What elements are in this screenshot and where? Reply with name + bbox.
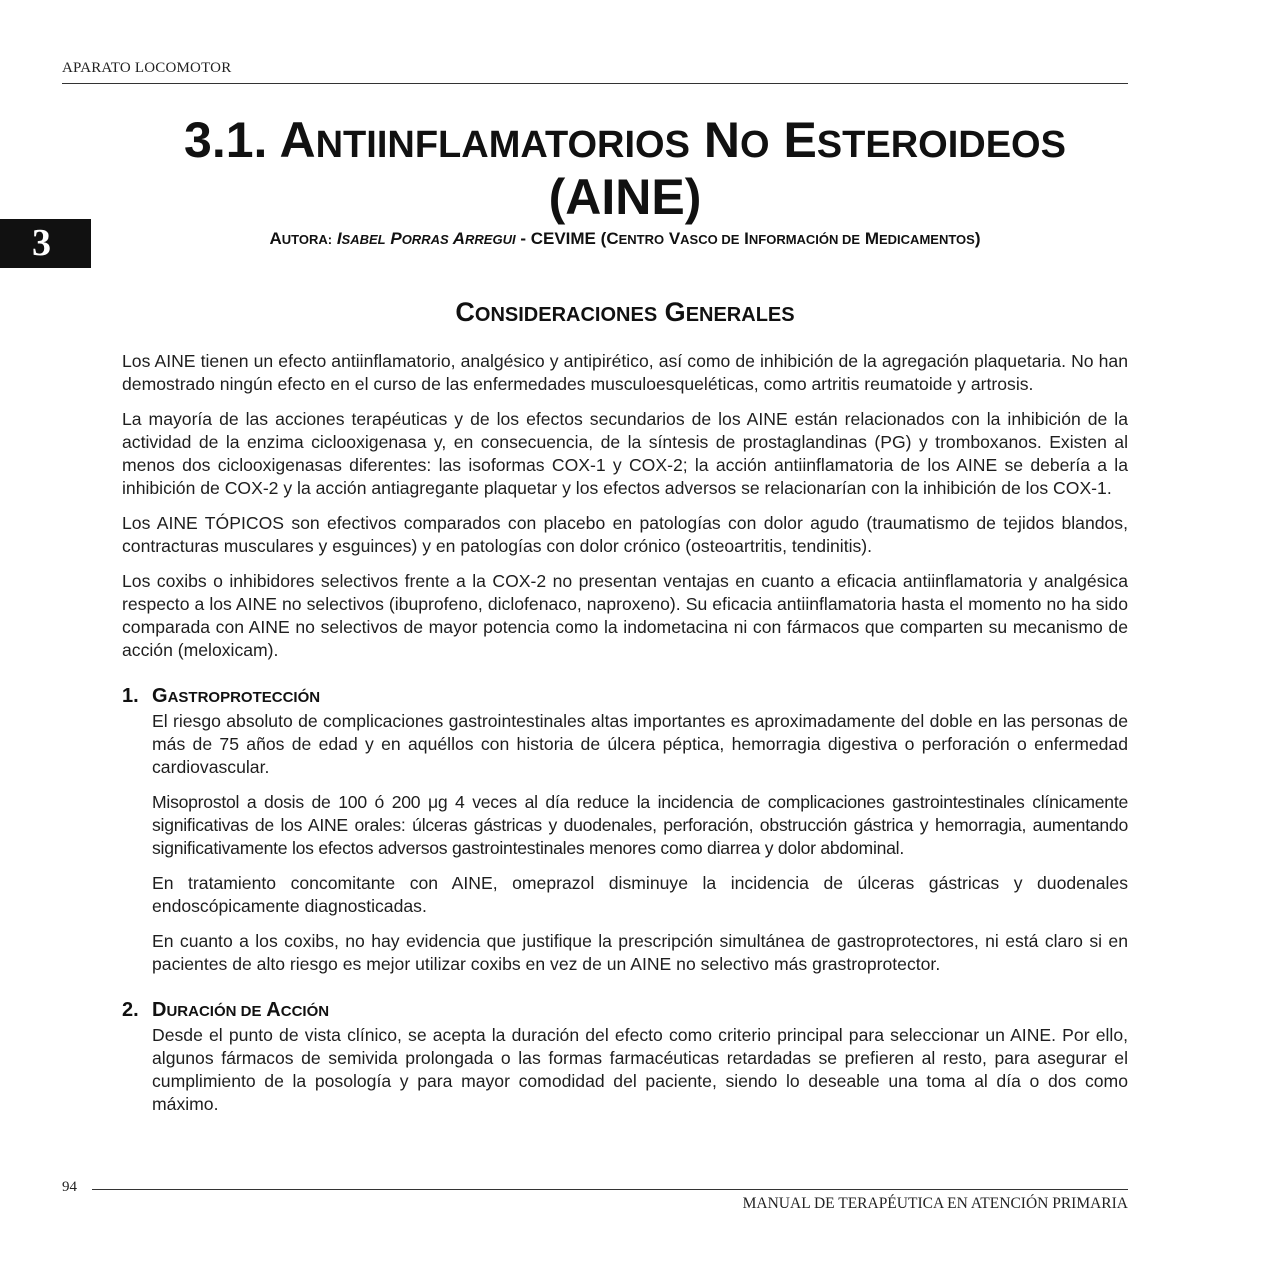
title-abbreviation: (AINE) (548, 169, 702, 225)
paragraph: La mayoría de las acciones terapéuticas y de los efectos secundarios de los AINE están relacionados con la inhibición de la actividad de la enzima ciclooxigenasa y, en consecuencia, de la síntesis de prostaglandinas (PG) y tromboxanos. Existen al menos dos ciclooxigenasas diferentes: las isoformas COX-1 y COX-2; la acción antiinflamatoria de los AINE se debería a la inhibición de COX-2 y la acción antiagregante plaquetar y los efectos adversos se relacionarían con la inhibición de los COX-1. (122, 409, 1128, 498)
paragraph: Misoprostol a dosis de 100 ó 200 μg 4 veces al día reduce la incidencia de complicaciones gastrointestinales clínicamente significativas de los AINE orales: úlceras gástricas y duodenales, perforación, obstrucción gástrica y hemorragia, aumentando significativamente los efectos adversos gastrointestinales menores como diarrea y dolor abdominal. (152, 792, 1128, 858)
author-line: AUTORA: ISABEL PORRAS ARREGUI - CEVIME (CENTRO VASCO DE INFORMACIÓN DE MEDICAMENTOS) (269, 229, 981, 248)
section-duracion-de-accion (122, 998, 1128, 1116)
section-gastroproteccion (122, 684, 1128, 976)
page-title: 3.1. ANTIINFLAMATORIOS NO ESTEROIDEOS (AINE) (184, 112, 1066, 225)
section-title: CONSIDERACIONES GENERALES (455, 297, 795, 327)
footer-book-title: MANUAL DE TERAPÉUTICA EN ATENCIÓN PRIMARIA (742, 1195, 1128, 1212)
subsection-body (152, 710, 1128, 976)
chapter-tab: 3 (0, 219, 91, 268)
subsection-heading: 1. GASTROPROTECCIÓN (122, 685, 321, 707)
paragraph: Desde el punto de vista clínico, se acepta la duración del efecto como criterio principal para seleccionar un AINE. Por ello, algunos fármacos de semivida prolongada o las formas farmacéuticas retardadas se prefieren al resto, para asegurar el cumplimiento de la posología y para mayor comodidad del paciente, siendo lo deseable una toma al día o dos como máximo. (152, 1025, 1128, 1114)
footer-rule (92, 1189, 1128, 1190)
main-content (122, 350, 1128, 1128)
author-org: CEVIME (530, 229, 596, 248)
title-number: 3.1. (184, 112, 268, 168)
subsection-heading: 2. DURACIÓN DE ACCIÓN (122, 999, 330, 1021)
subsection-body (152, 1024, 1128, 1116)
paragraph: Los AINE tienen un efecto antiinflamatorio, analgésico y antipirético, así como de inhibición de la agregación plaquetaria. No han demostrado ningún efecto en el curso de las enfermedades musculoesqueléticas, como artritis reumatoide y artrosis. (122, 351, 1128, 394)
paragraph: En tratamiento concomitante con AINE, omeprazol disminuye la incidencia de úlceras gástricas y duodenales endoscópicamente diagnosticadas. (152, 873, 1128, 916)
author-name: ISABEL PORRAS ARREGUI (336, 229, 516, 248)
running-header: APARATO LOCOMOTOR (62, 60, 232, 76)
paragraph: El riesgo absoluto de complicaciones gastrointestinales altas importantes es aproximadamente del doble en las personas de más de 75 años de edad y en aquéllos con historia de úlcera péptica, hemorragia digestiva o perforación o enfermedad cardiovascular. (152, 711, 1128, 777)
paragraph: Los coxibs o inhibidores selectivos frente a la COX-2 no presentan ventajas en cuanto a eficacia antiinflamatoria y analgésica respecto a los AINE no selectivos (ibuprofeno, diclofenaco, naproxeno). Su eficacia antiinflamatoria hasta el momento no ha sido comparada con AINE no selectivos de mayor potencia como la indometacina ni con fármacos que comparten su mecanismo de acción (meloxicam). (122, 571, 1128, 660)
header-rule (62, 83, 1128, 84)
paragraph: Los AINE TÓPICOS son efectivos comparados con placebo en patologías con dolor agudo (traumatismo de tejidos blandos, contracturas musculares y esguinces) y en patologías con dolor crónico (osteoartritis, tendinitis). (122, 513, 1128, 556)
page-number: 94 (62, 1179, 77, 1195)
paragraph: En cuanto a los coxibs, no hay evidencia que justifique la prescripción simultánea de gastroprotectores, ni está claro si en pacientes de alto riesgo es mejor utilizar coxibs en vez de un AINE no selectivo más grastroprotector. (152, 931, 1128, 974)
